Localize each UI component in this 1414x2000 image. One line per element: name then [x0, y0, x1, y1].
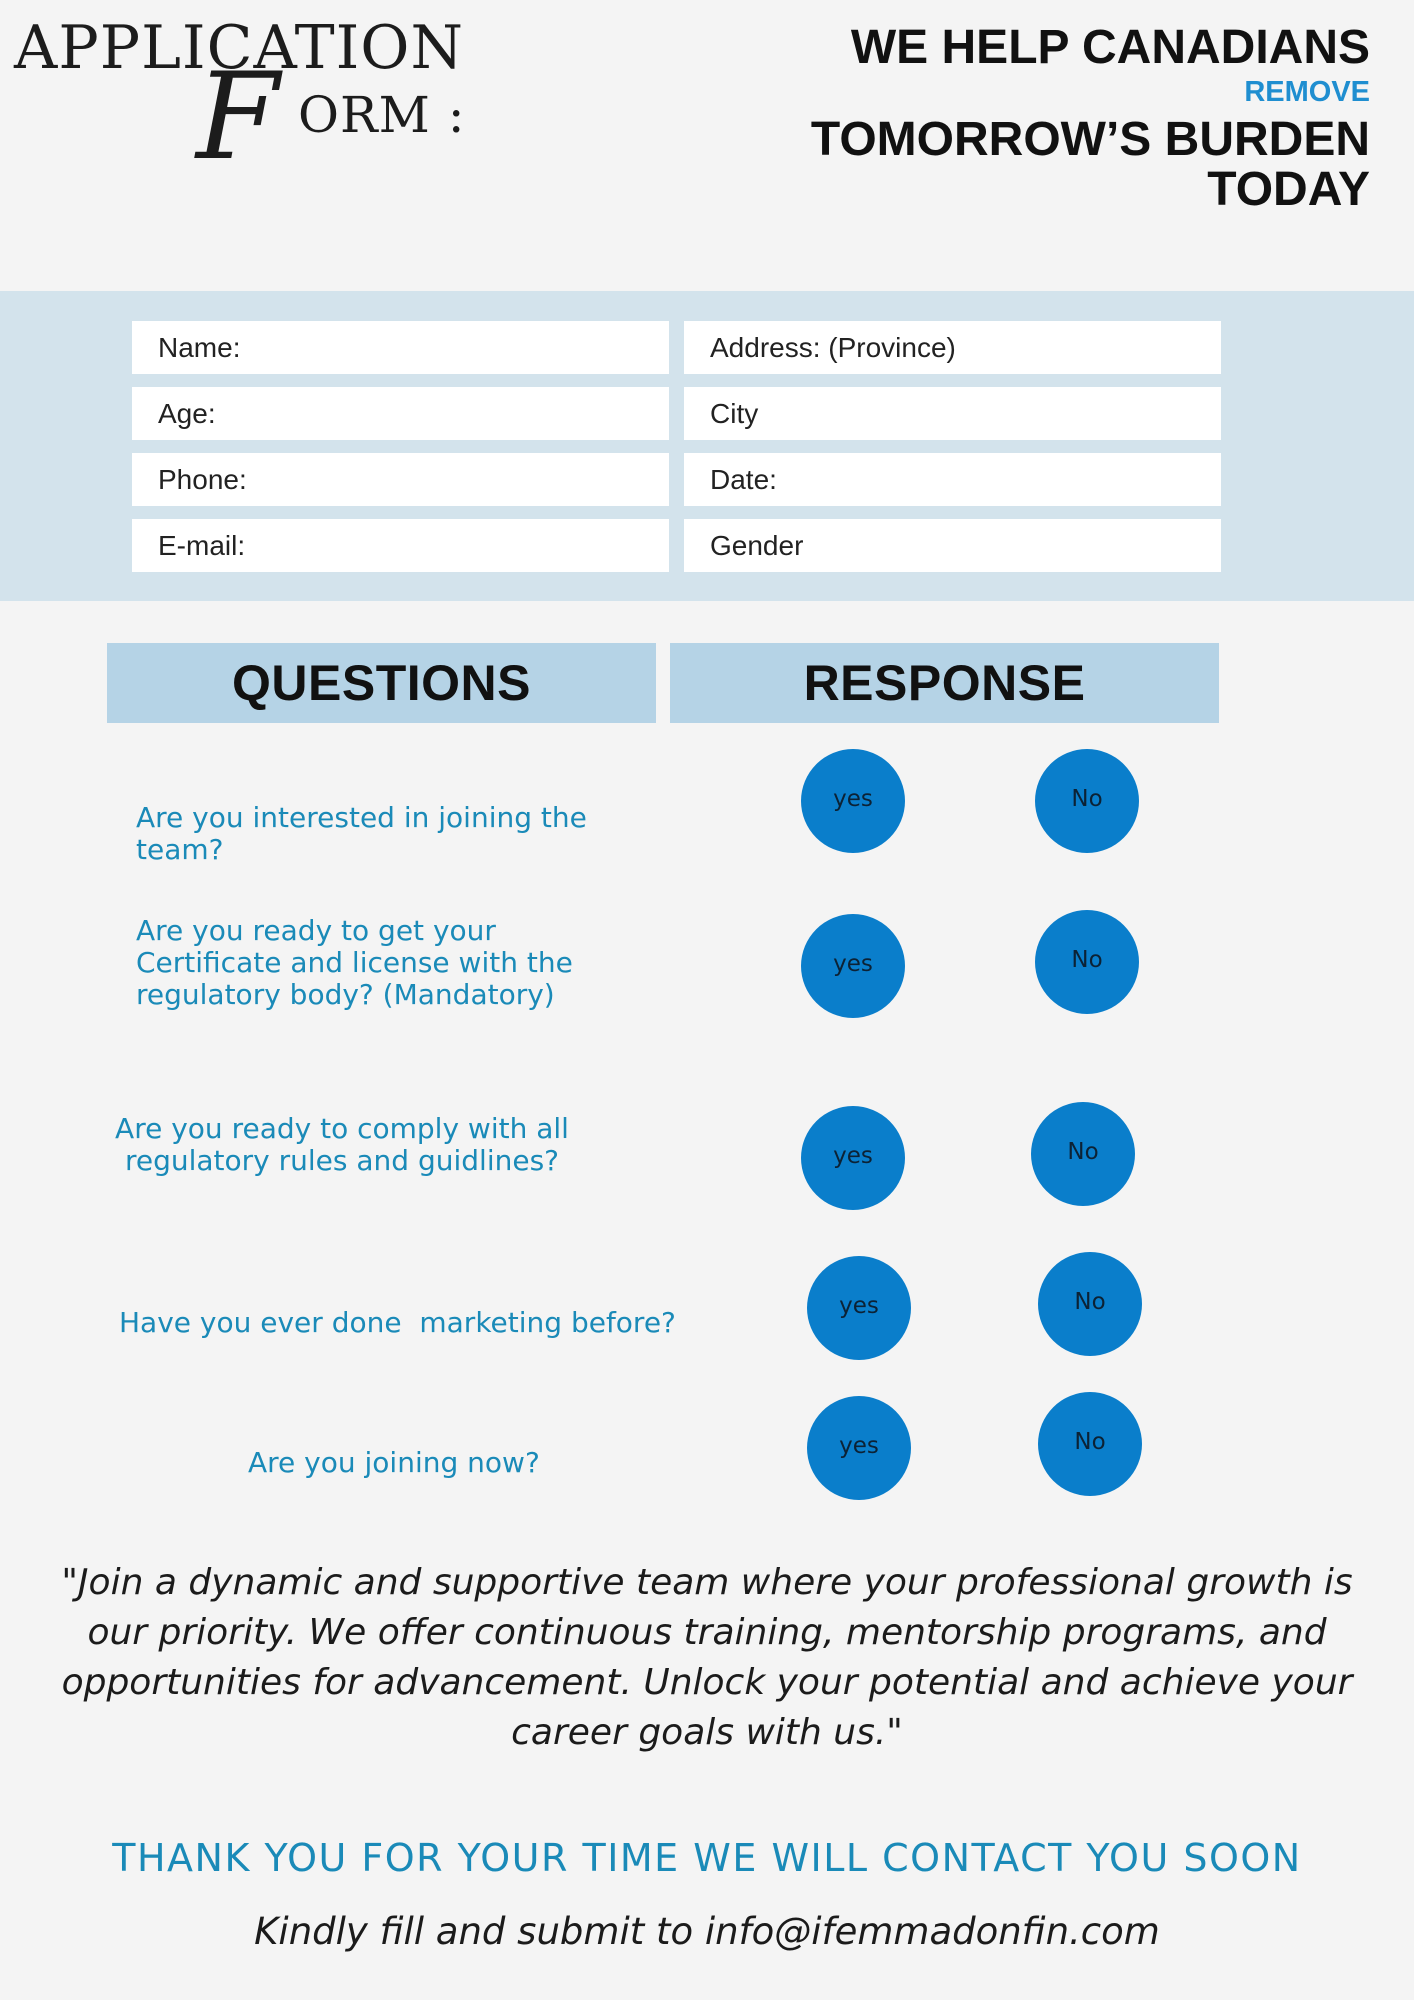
question-3: Are you ready to comply with all regulatory rules and guidlines?	[115, 1112, 569, 1177]
q1-no-label: No	[1071, 786, 1103, 812]
q1-yes-label: yes	[833, 786, 873, 812]
phone-field[interactable]: Phone:	[132, 453, 669, 506]
email-field[interactable]: E-mail:	[132, 519, 669, 572]
tagline-line-3: TOMORROW’S BURDEN	[810, 113, 1370, 166]
q4-no-button[interactable]	[1038, 1252, 1142, 1356]
tagline-line-1: WE HELP CANADIANS	[850, 21, 1370, 74]
q5-yes-button[interactable]	[807, 1396, 911, 1500]
q2-yes-button[interactable]	[801, 914, 905, 1018]
name-field[interactable]: Name:	[132, 321, 669, 374]
questions-header: QUESTIONS	[107, 643, 656, 723]
q3-yes-button[interactable]	[801, 1106, 905, 1210]
city-field[interactable]: City	[684, 387, 1221, 440]
q2-no-button[interactable]	[1035, 910, 1139, 1014]
q1-yes-button[interactable]	[801, 749, 905, 853]
address-field[interactable]: Address: (Province)	[684, 321, 1221, 374]
q5-yes-label: yes	[839, 1433, 879, 1459]
thank-you-message: THANK YOU FOR YOUR TIME WE WILL CONTACT YOU SOON	[112, 1836, 1302, 1880]
q5-no-button[interactable]	[1038, 1392, 1142, 1496]
q4-yes-button[interactable]	[807, 1256, 911, 1360]
tagline-line-4: TODAY	[1207, 163, 1370, 216]
q5-no-label: No	[1074, 1429, 1106, 1455]
form-script-letter: F	[196, 48, 280, 187]
q4-no-label: No	[1074, 1289, 1106, 1315]
question-1: Are you interested in joining the team?	[136, 801, 587, 866]
q3-no-label: No	[1067, 1139, 1099, 1165]
form-subtitle	[196, 48, 496, 187]
q2-no-label: No	[1071, 947, 1103, 973]
q3-yes-label: yes	[833, 1143, 873, 1169]
response-header: RESPONSE	[670, 643, 1219, 723]
form-subtitle-rest: ORM :	[298, 86, 466, 144]
question-4: Have you ever done marketing before?	[119, 1306, 676, 1339]
q4-yes-label: yes	[839, 1293, 879, 1319]
q2-yes-label: yes	[833, 951, 873, 977]
form-title: APPLICATION	[14, 13, 464, 83]
submit-instructions: Kindly fill and submit to info@ifemmadonfin.com	[254, 1910, 1160, 1953]
question-5: Are you joining now?	[248, 1446, 540, 1479]
recruitment-quote: "Join a dynamic and supportive team where your professional growth is our priority. We offer continuous training, mentorship programs, and opportunities for advancement. Unlock your potential and achieve your career goals with us."	[61, 1562, 1353, 1753]
age-field[interactable]: Age:	[132, 387, 669, 440]
q3-no-button[interactable]	[1031, 1102, 1135, 1206]
q1-no-button[interactable]	[1035, 749, 1139, 853]
question-2: Are you ready to get your Certificate and license with the regulatory body? (Mandatory)	[136, 914, 573, 1011]
gender-field[interactable]: Gender	[684, 519, 1221, 572]
date-field[interactable]: Date:	[684, 453, 1221, 506]
tagline-line-2: REMOVE	[1244, 76, 1370, 108]
